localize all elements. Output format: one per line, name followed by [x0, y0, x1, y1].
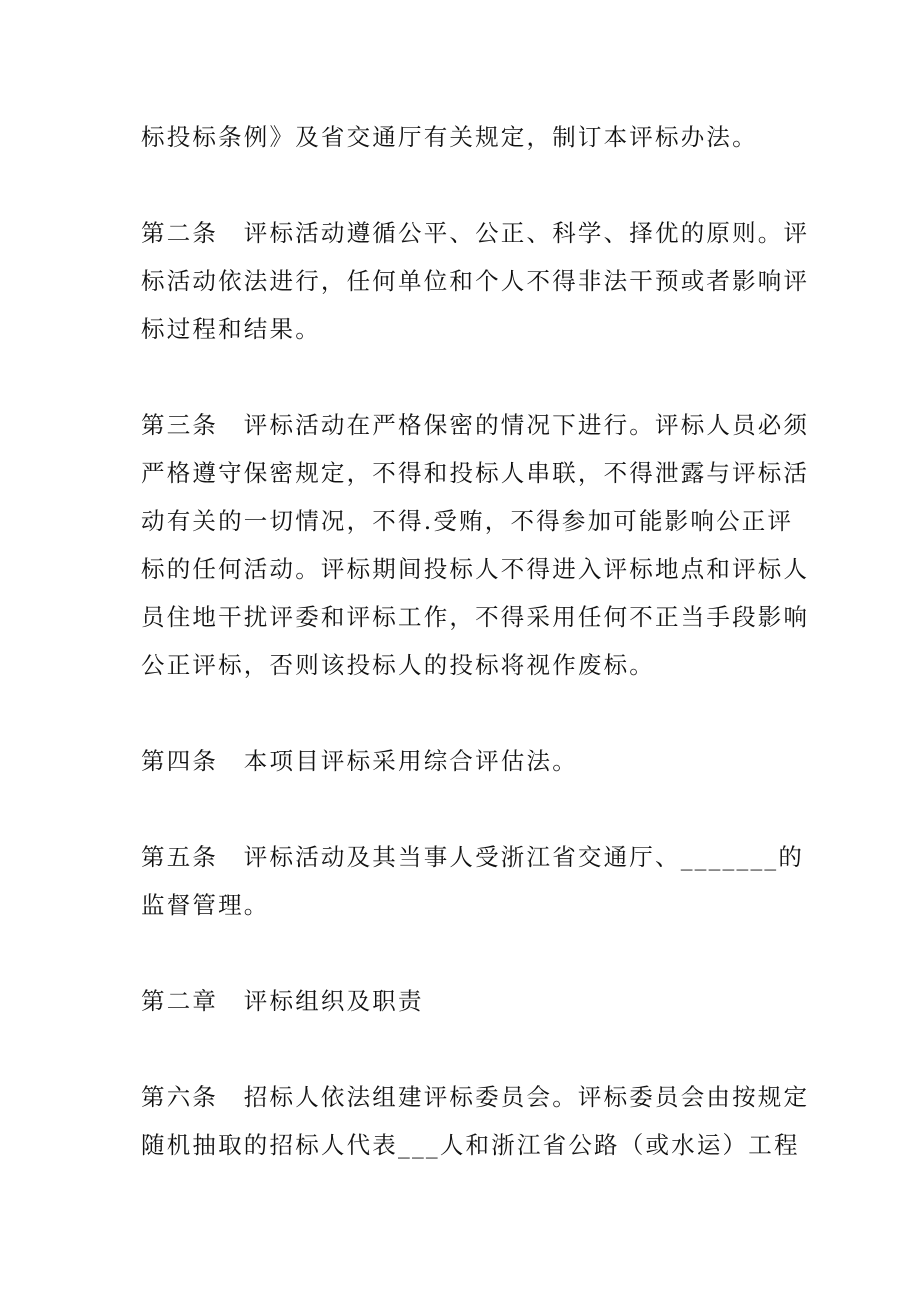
article-3-line-6: 公正评标，否则该投标人的投标将视作废标。: [141, 651, 655, 679]
article-2-line-2: 标活动依法进行，任何单位和个人不得非法干预或者影响评: [141, 267, 810, 295]
article-6-line-2: 随机抽取的招标人代表___人和浙江省公路（或水运）工程: [141, 1131, 800, 1159]
article-2-line-1: 第二条 评标活动遵循公平、公正、科学、择优的原则。评: [141, 219, 810, 247]
article-4-line-1: 第四条 本项目评标采用综合评估法。: [141, 747, 578, 775]
article-3-line-5: 员住地干扰评委和评标工作，不得采用任何不正当手段影响: [141, 603, 810, 631]
article-2-line-3: 标过程和结果。: [141, 315, 321, 343]
article-3-line-3: 动有关的一切情况，不得.受贿，不得参加可能影响公正评: [141, 507, 794, 535]
article-6-line-1: 第六条 招标人依法组建评标委员会。评标委员会由按规定: [141, 1083, 810, 1111]
article-3-line-4: 标的任何活动。评标期间投标人不得进入评标地点和评标人: [141, 555, 810, 583]
text-line-1: 标投标条例》及省交通厅有关规定，制订本评标办法。: [141, 123, 758, 151]
article-3-line-2: 严格遵守保密规定，不得和投标人串联，不得泄露与评标活: [141, 459, 810, 487]
chapter-2-heading: 第二章 评标组织及职责: [141, 987, 424, 1015]
article-3-line-1: 第三条 评标活动在严格保密的情况下进行。评标人员必须: [141, 411, 810, 439]
article-5-line-1: 第五条 评标活动及其当事人受浙江省交通厅、_______的: [141, 843, 805, 871]
article-5-line-2: 监督管理。: [141, 891, 270, 919]
